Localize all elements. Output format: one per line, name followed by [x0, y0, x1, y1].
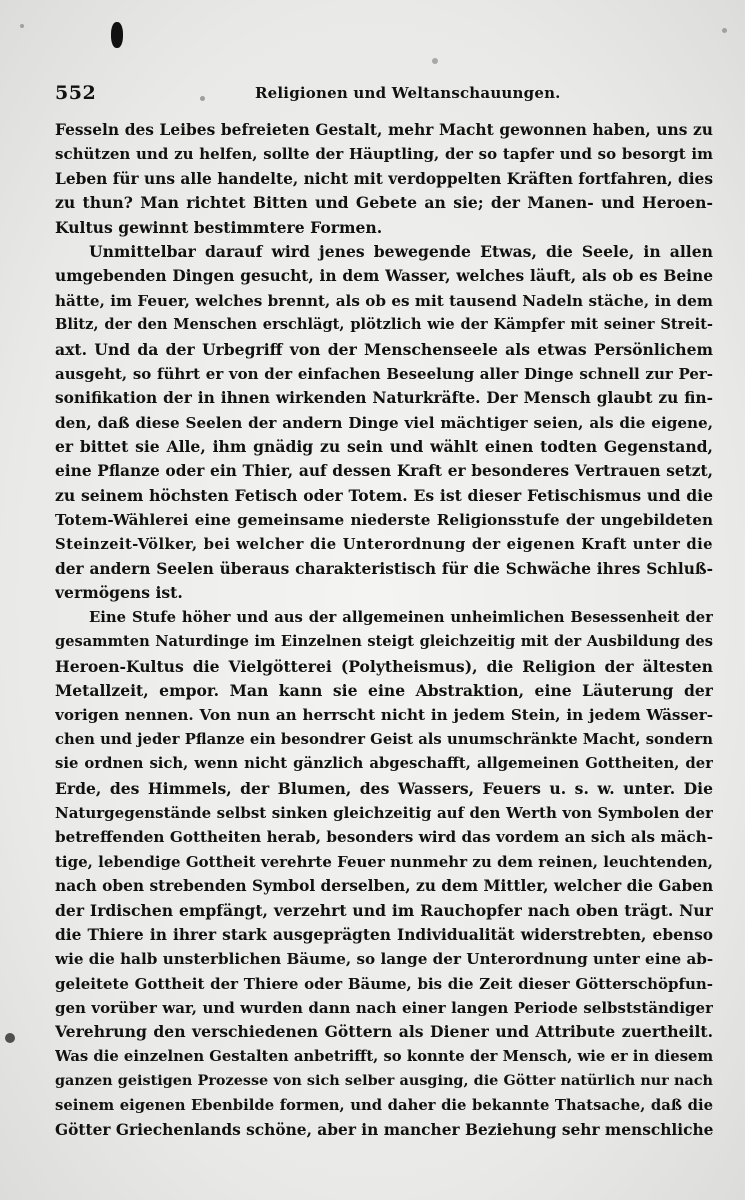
- dust-speck: [20, 24, 24, 28]
- body-text: [55, 118, 713, 1142]
- text-line: Was die einzelnen Gestalten anbetrifft, so konnte der Mensch, wie er in diesem: [55, 1047, 713, 1065]
- text-line: ganzen geistigen Prozesse von sich selber ausging, die Götter natürlich nur nach: [55, 1072, 713, 1090]
- text-line: gesammten Naturdinge im Einzelnen steigt gleichzeitig mit der Ausbildung des: [55, 633, 713, 651]
- text-line: tige, lebendige Gottheit verehrte Feuer nunmehr zu dem reinen, leuchtenden,: [55, 852, 713, 871]
- text-line: Götter Griechenlands schöne, aber in mancher Beziehung sehr menschliche: [55, 1121, 713, 1140]
- ink-blot: [111, 22, 123, 48]
- text-line: nach oben strebenden Symbol derselben, zu dem Mittler, welcher die Gaben: [55, 877, 713, 896]
- text-line: gen vorüber war, und wurden dann nach einer langen Periode selbstständiger: [55, 999, 713, 1018]
- text-line: wie die halb unsterblichen Bäume, so lange der Unterordnung unter eine ab-: [55, 950, 713, 969]
- page-number: 552: [55, 82, 97, 104]
- text-line: Erde, des Himmels, der Blumen, des Wassers, Feuers u. s. w. unter. Die: [55, 778, 713, 798]
- text-line: Fesseln des Leibes befreieten Gestalt, mehr Macht gewonnen haben, uns zu: [55, 121, 713, 139]
- text-line: eine Pflanze oder ein Thier, auf dessen Kraft er besonderes Vertrauen setzt,: [55, 462, 713, 481]
- text-line: hätte, im Feuer, welches brennt, als ob es mit tausend Nadeln stäche, in dem: [55, 291, 713, 310]
- dust-speck: [722, 28, 727, 33]
- text-line: Metallzeit, empor. Man kann sie eine Abstraktion, eine Läuterung der: [55, 680, 713, 700]
- text-line: Naturgegenstände selbst sinken gleichzeitig auf den Werth von Symbolen der: [55, 803, 713, 822]
- text-line: umgebenden Dingen gesucht, in dem Wasser, welches läuft, als ob es Beine: [55, 267, 713, 286]
- running-title: Religionen und Weltanschauungen.: [255, 84, 561, 102]
- text-line: schützen und zu helfen, sollte der Häuptling, der so tapfer und so besorgt im: [55, 145, 713, 164]
- text-line: zu thun? Man richtet Bitten und Gebete an sie; der Manen- und Heroen-: [55, 193, 713, 213]
- text-line: Totem-Wählerei eine gemeinsame niederste Religionsstufe der ungebildeten: [55, 511, 713, 530]
- text-line: vorigen nennen. Von nun an herrscht nicht in jedem Stein, in jedem Wässer-: [55, 706, 713, 725]
- dust-speck: [432, 58, 438, 64]
- text-line: der andern Seelen überaus charakteristisch für die Schwäche ihres Schluß-: [55, 560, 713, 579]
- text-line: der Irdischen empfängt, verzehrt und im Rauchopfer nach oben trägt. Nur: [55, 900, 713, 920]
- text-line: ausgeht, so führt er von der einfachen Beseelung aller Dinge schnell zur Per-: [55, 364, 713, 383]
- text-line: Eine Stufe höher und aus der allgemeinen unheimlichen Besessenheit der: [89, 608, 713, 626]
- text-line: axt. Und da der Urbegriff von der Menschenseele als etwas Persönlichem: [55, 339, 713, 359]
- text-line: die Thiere in ihrer stark ausgeprägten Individualität widerstrebten, ebenso: [55, 925, 713, 944]
- text-line: Blitz, der den Menschen erschlägt, plötzlich wie der Kämpfer mit seiner Streit-: [55, 316, 713, 334]
- page-header: [55, 82, 715, 106]
- text-line: seinem eigenen Ebenbilde formen, und daher die bekannte Thatsache, daß die: [55, 1096, 713, 1114]
- text-line: sie ordnen sich, wenn nicht gänzlich abgeschafft, allgemeinen Gottheiten, der: [55, 755, 713, 773]
- text-line: zu seinem höchsten Fetisch oder Totem. Es ist dieser Fetischismus und die: [55, 485, 713, 505]
- text-line: er bittet sie Alle, ihm gnädig zu sein und wählt einen todten Gegenstand,: [55, 437, 713, 457]
- text-line: Leben für uns alle handelte, nicht mit verdoppelten Kräften fortfahren, dies: [55, 169, 713, 188]
- text-line: Kultus gewinnt bestimmtere Formen.: [55, 217, 383, 237]
- text-line: Unmittelbar darauf wird jenes bewegende Etwas, die Seele, in allen: [89, 241, 713, 261]
- text-line: Verehrung den verschiedenen Göttern als Diener und Attribute zuertheilt.: [55, 1022, 713, 1042]
- text-line: vermögens ist.: [55, 583, 183, 603]
- text-line: betreffenden Gottheiten herab, besonders wird das vordem an sich als mäch-: [55, 828, 713, 847]
- text-line: sonifikation der in ihnen wirkenden Naturkräfte. Der Mensch glaubt zu fin-: [55, 389, 713, 408]
- text-line: den, daß diese Seelen der andern Dinge viel mächtiger seien, als die eigene,: [55, 413, 713, 432]
- text-line: chen und jeder Pflanze ein besondrer Geist als unumschränkte Macht, sondern: [55, 730, 713, 748]
- text-line: Steinzeit-Völker, bei welcher die Unterordnung der eigenen Kraft unter die: [55, 535, 713, 553]
- text-line: Heroen-Kultus die Vielgötterei (Polytheismus), die Religion der ältesten: [55, 656, 713, 676]
- ink-blot: [5, 1033, 15, 1043]
- text-line: geleitete Gottheit der Thiere oder Bäume, bis die Zeit dieser Götterschöpfun-: [55, 974, 713, 993]
